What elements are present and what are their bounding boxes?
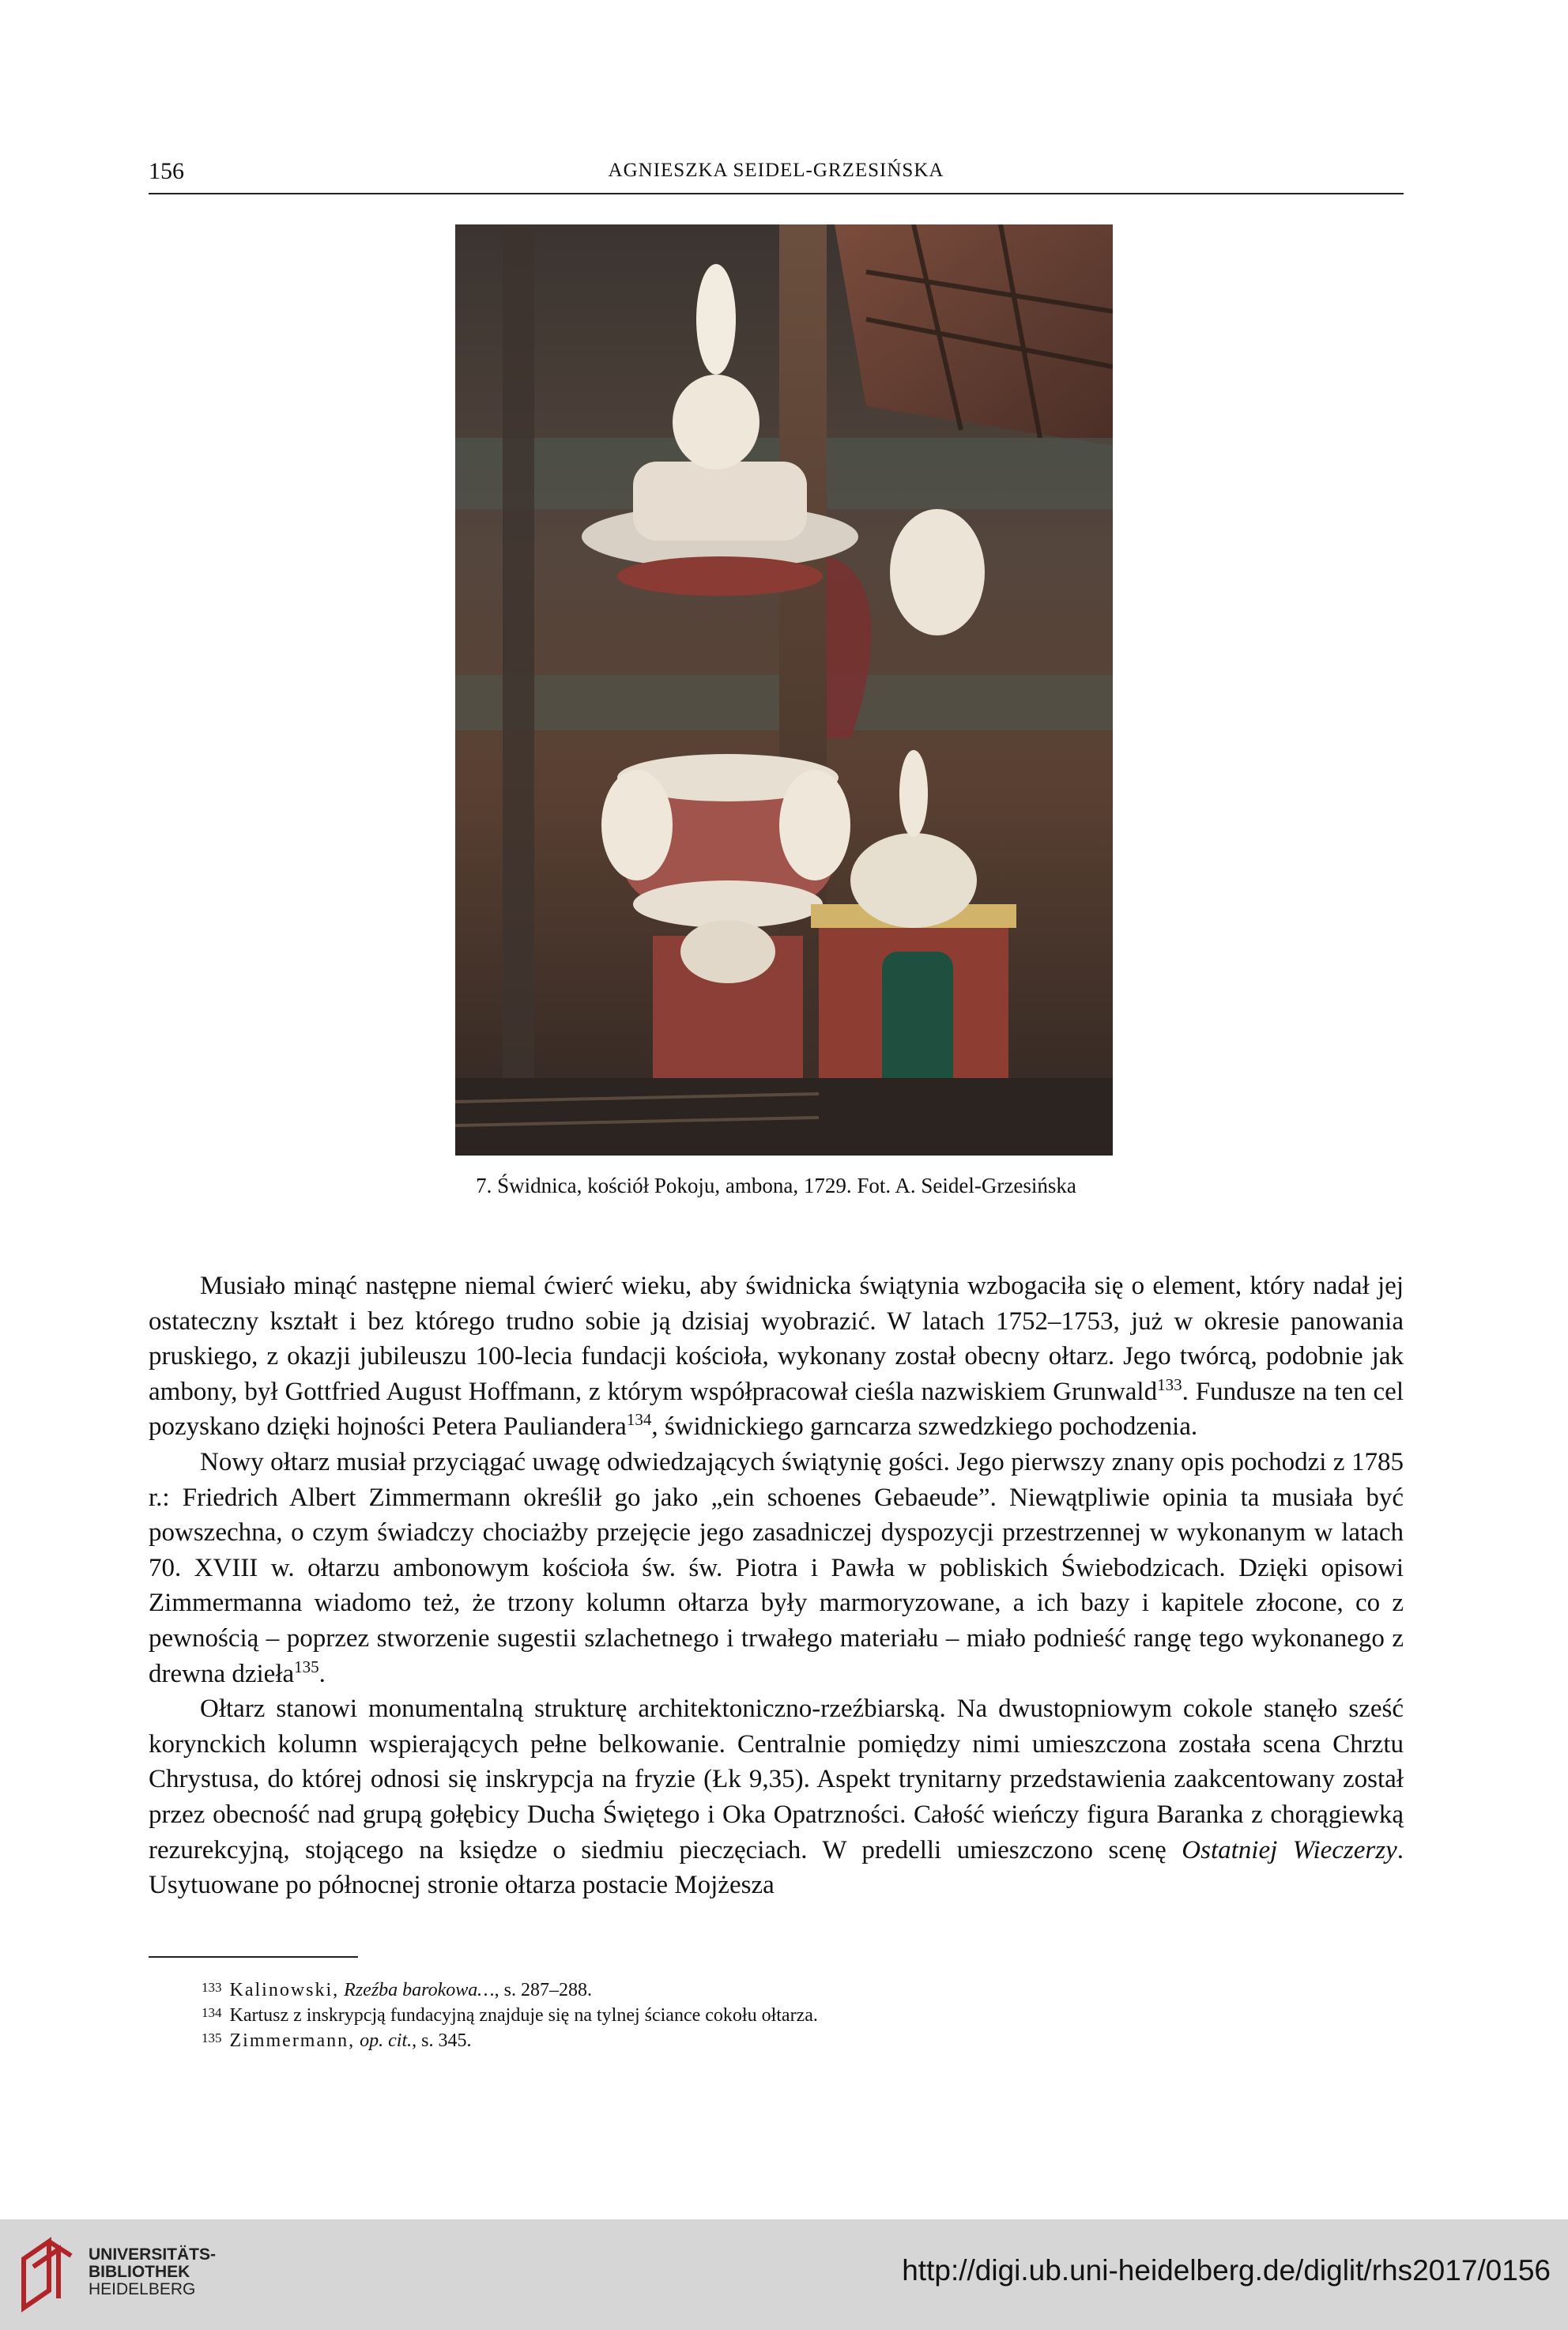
body-text	[149, 1269, 1404, 1903]
library-logo-icon	[17, 2235, 77, 2314]
footnote-135: $^{135}$ Zimmermann, op. cit., s. 345.	[202, 2030, 472, 2051]
footnote-ref-135[interactable]: 135	[294, 1657, 319, 1676]
source-url[interactable]: http://digi.ub.uni-heidelberg.de/diglit/rhs2017/0156	[902, 2254, 1551, 2287]
footnote-rule	[149, 1956, 358, 1958]
footnotes	[202, 1977, 1387, 2053]
paragraph-3: Ołtarz stanowi monumentalną strukturę architektoniczno-rzeźbiarską. Na dwustopniowym cokole stanęło sześć korynckich kolumn wspierających pełne belkowanie. Centralnie pomiędzy nimi umieszczona została scena Chrztu Chrystusa, do której odnosi się inskrypcja na fryzie (Łk 9,35). Aspekt trynitarny przedstawienia zaakcentowany został przez obecność nad grupą gołębicy Ducha Świętego i Oka Opatrzności. Całość wieńczy figura Baranka z chorągiewką rezurekcyjną, stojącego na księdze o siedmiu pieczęciach. W predelli umieszczono scenę Ostatniej Wieczerzy. Usytuowane po północnej stronie ołtarza postacie Mojżesza	[149, 1695, 1404, 1900]
page-number: 156	[149, 158, 184, 184]
pulpit-illustration	[455, 224, 1113, 1156]
paragraph-2: Nowy ołtarz musiał przyciągać uwagę odwiedzających świątynię gości. Jego pierwszy znany opis pochodzi z 1785 r.: Friedrich Albert Zimmermann określił go jako „ein schoenes Gebaeude”. Niewątpliwie opinia ta musiała być powszechna, o czym świadczy chociażby przejęcie jego zasadniczej dyspozycji przestrzennej w wykonanym w latach 70. XVIII w. ołtarzu ambonowym kościoła św. św. Piotra i Pawła w pobliskich Świebodzicach. Dzięki opisowi Zimmermanna wiadomo też, że trzony kolumn ołtarza były marmoryzowane, a ich bazy i kapitele złocone, co z pewnością – poprzez stworzenie sugestii szlachetnego i trwałego materiału – miało podnieść rangę tego wykonanego z drewna dzieła$^{135}$.	[149, 1447, 1404, 1688]
footnote-ref-133[interactable]: 133	[1157, 1374, 1182, 1394]
footnote-134: $^{134}$ Kartusz z inskrypcją fundacyjną znajduje się na tylnej ściance cokołu ołtarza.	[202, 2005, 818, 2026]
pulpit-photo	[455, 224, 1113, 1156]
footnote-ref-134[interactable]: 134	[626, 1410, 652, 1430]
paragraph-1: Musiało minąć następne niemal ćwierć wieku, aby świdnicka świątynia wzbogaciła się o element, który nadał jej ostateczny kształt i bez którego trudno sobie ją dzisiaj wyobrazić. W latach 1752–1753, już w okresie panowania pruskiego, z okazji jubileuszu 100-lecia fundacji kościoła, wykonany został obecny ołtarz. Jego twórcą, podobnie jak ambony, był Gottfried August Hoffmann, z którym współpracował cieśla nazwiskiem Grunwald$^{133}$. Fundusze na ten cel pozyskano dzięki hojności Petera Pauliandera$^{134}$, świdnickiego garncarza szwedzkiego pochodzenia.	[149, 1272, 1404, 1442]
page-header	[149, 156, 1404, 194]
italic-title: Ostatniej Wieczerzy	[1182, 1835, 1397, 1864]
figure-caption: 7. Świdnica, kościół Pokoju, ambona, 1729. Fot. A. Seidel-Grzesińska	[476, 1174, 1076, 1197]
footer-bar	[0, 2219, 1568, 2330]
footnote-133: $^{133}$ Kalinowski, Rzeźba barokowa…, s. 287–288.	[202, 1980, 592, 2000]
library-name: UNIVERSITÄTS- BIBLIOTHEK HEIDELBERG	[89, 2245, 217, 2298]
running-head: AGNIESZKA SEIDEL-GRZESIŃSKA	[608, 160, 944, 181]
